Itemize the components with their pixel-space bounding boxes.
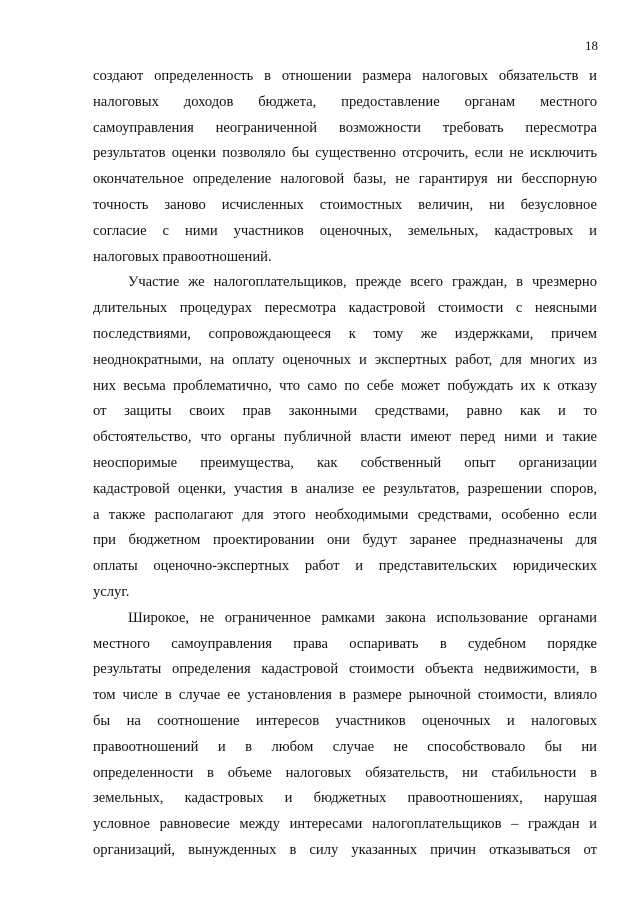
text-line: окончательное определение налоговой базы, не гарантируя ни бесспорную: [93, 171, 597, 188]
text-line: точность заново исчисленных стоимостных величин, ни безусловное: [93, 196, 597, 213]
text-line: том числе в случае ее установления в размере рыночной стоимости, влияло: [93, 687, 597, 704]
text-line: самоуправления неограниченной возможности требовать пересмотра: [93, 119, 597, 136]
document-body: [93, 64, 597, 864]
paragraph-1: [93, 64, 597, 270]
text-line: от защиты своих прав законными средствами, равно как и то: [93, 403, 597, 420]
paragraph-2: [93, 270, 597, 605]
text-line: Широкое, не ограниченное рамками закона использование органами: [128, 609, 597, 626]
text-line: услуг.: [93, 583, 130, 600]
text-line: земельных, кадастровых и бюджетных правоотношениях, нарушая: [93, 790, 597, 807]
text-line: правоотношений и в любом случае не способствовало бы ни: [93, 738, 597, 755]
text-line: налоговых доходов бюджета, предоставление органам местного: [93, 93, 597, 110]
text-line: результатов оценки позволяло бы существенно отсрочить, если не исключить: [93, 145, 597, 162]
text-line: последствиями, сопровождающееся к тому же издержками, причем: [93, 325, 597, 342]
text-line: бы на соотношение интересов участников оценочных и налоговых: [93, 712, 597, 729]
text-line: обстоятельство, что органы публичной власти имеют перед ними и такие: [93, 429, 597, 446]
text-line: них весьма проблематично, что само по себе может побуждать их к отказу: [93, 377, 597, 394]
page-number: 18: [585, 38, 598, 53]
text-line: Участие же налогоплательщиков, прежде всего граждан, в чрезмерно: [128, 274, 597, 291]
paragraph-3: [93, 606, 597, 864]
text-line: организаций, вынужденных в силу указанных причин отказываться от: [93, 841, 597, 858]
text-line: местного самоуправления права оспаривать в судебном порядке: [93, 635, 597, 652]
text-line: согласие с ними участников оценочных, земельных, кадастровых и: [93, 222, 597, 239]
text-line: при бюджетном проектировании они будут заранее предназначены для: [93, 532, 597, 549]
text-line: кадастровой оценки, участия в анализе ее результатов, разрешении споров,: [93, 480, 597, 497]
text-line: неоднократными, на оплату оценочных и экспертных работ, для многих из: [93, 351, 597, 368]
text-line: длительных процедурах пересмотра кадастровой стоимости с неясными: [93, 300, 597, 317]
text-line: определенности в объеме налоговых обязательств, ни стабильности в: [93, 764, 597, 781]
text-line: а также располагают для этого необходимыми средствами, особенно если: [93, 506, 597, 523]
text-line: налоговых правоотношений.: [93, 248, 272, 265]
text-line: результаты определения кадастровой стоимости объекта недвижимости, в: [93, 661, 597, 678]
text-line: неоспоримые преимущества, как собственный опыт организации: [93, 454, 597, 471]
text-line: условное равновесие между интересами налогоплательщиков – граждан и: [93, 816, 597, 833]
text-line: оплаты оценочно-экспертных работ и представительских юридических: [93, 558, 597, 575]
text-line: создают определенность в отношении размера налоговых обязательств и: [93, 68, 597, 84]
